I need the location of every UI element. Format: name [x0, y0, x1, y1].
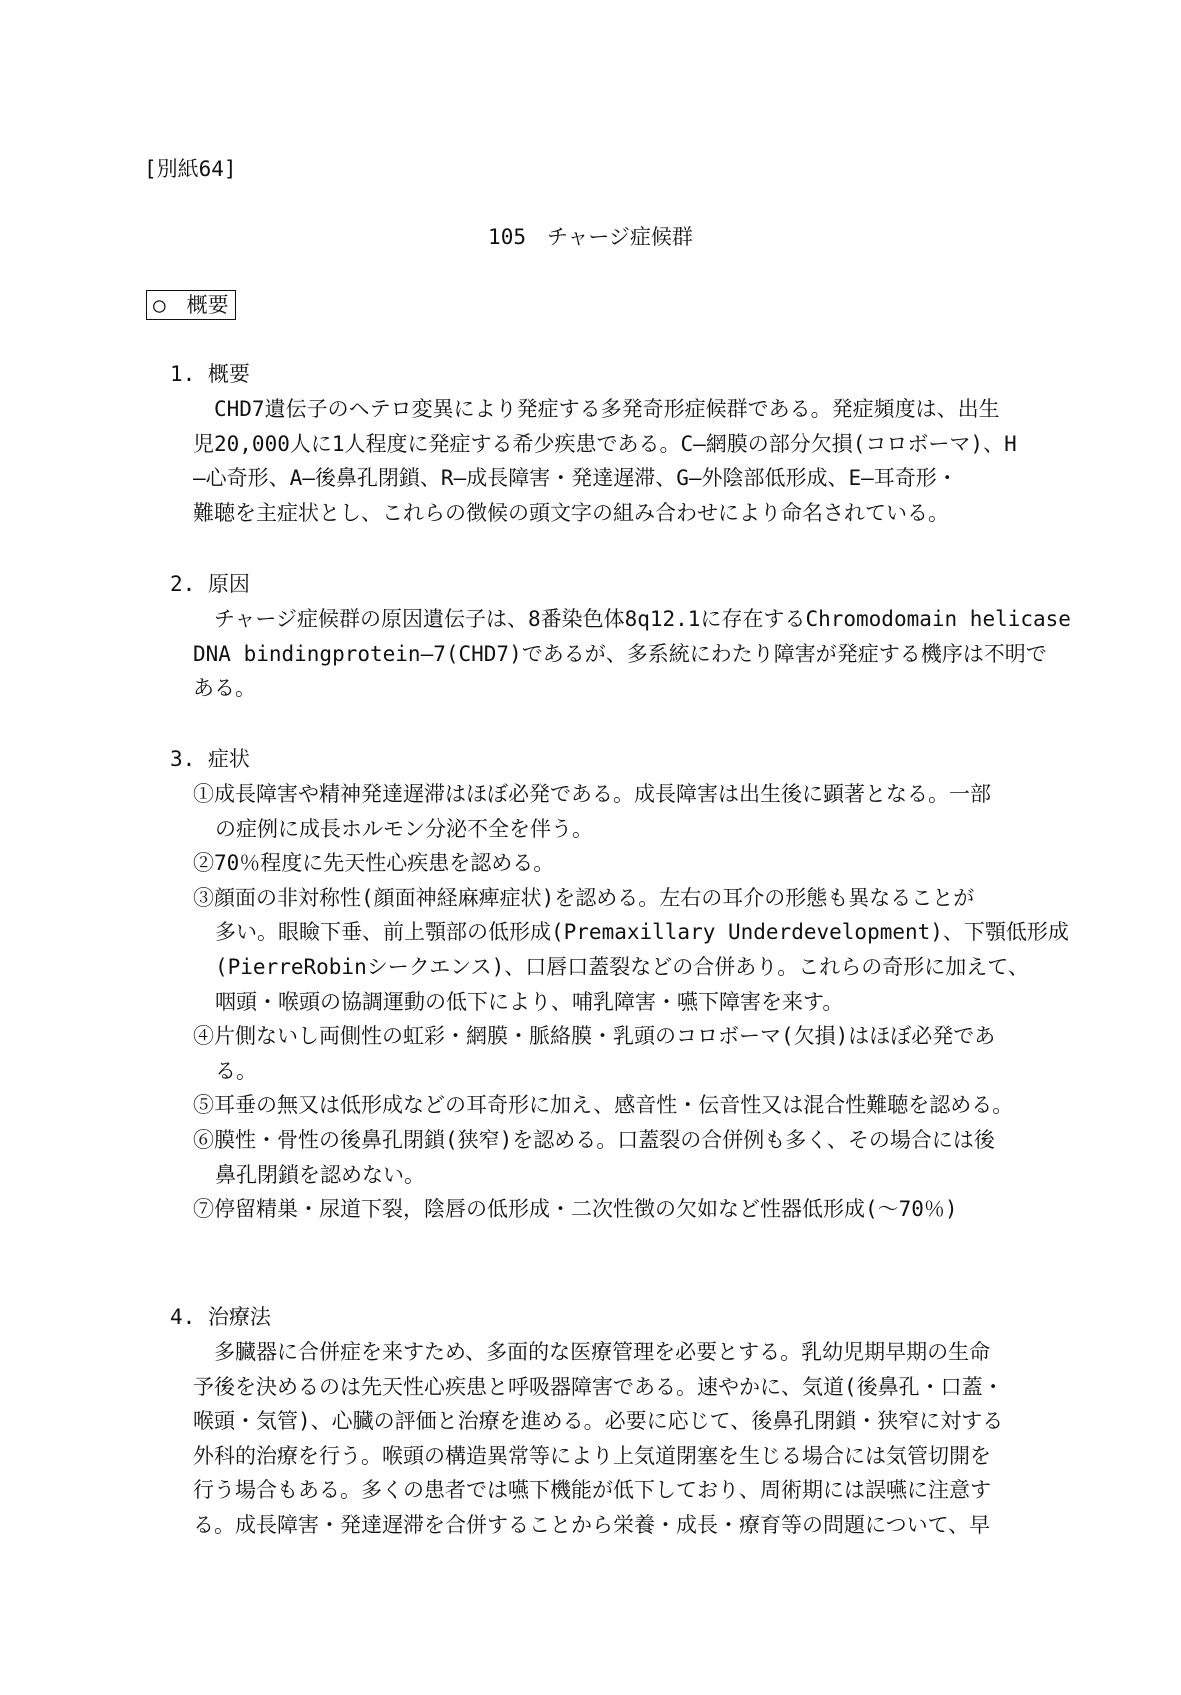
- symptom-item: ⑥膜性・骨性の後鼻孔閉鎖(狭窄)を認める。口蓋裂の合併例も多く、その場合には後: [193, 1127, 995, 1152]
- text-line: 難聴を主症状とし、これらの徴候の頭文字の組み合わせにより命名されている。: [193, 500, 949, 525]
- text-line: DNA bindingprotein—7(CHD7)であるが、多系統にわたり障害が発症する機序は不明で: [193, 641, 1047, 666]
- text-line: CHD7遺伝子のヘテロ変異により発症する多発奇形症候群である。発症頻度は、出生: [214, 397, 1000, 421]
- symptom-item: ④片側ないし両側性の虹彩・網膜・脈絡膜・乳頭のコロボーマ(欠損)はほぼ必発であ: [193, 1024, 996, 1049]
- section-body-symptoms: [193, 777, 1069, 1227]
- page-title: 105 チャージ症候群: [488, 225, 693, 249]
- symptom-item-continuation: 多い。眼瞼下垂、前上顎部の低形成(Premaxillary Underdevelopment)、下顎低形成: [215, 920, 1069, 945]
- section-heading-treatment: 4. 治療法: [170, 1305, 271, 1329]
- text-line: 予後を決めるのは先天性心疾患と呼吸器障害である。速やかに、気道(後鼻孔・口蓋・: [193, 1374, 1004, 1399]
- text-line: 児20,000人に1人程度に発症する希少疾患である。C—網膜の部分欠損(コロボーマ)、H: [193, 431, 1017, 456]
- section-heading-overview: 1. 概要: [170, 362, 250, 386]
- text-line: る。成長障害・発達遅滞を合併することから栄養・成長・療育等の問題について、早: [193, 1512, 991, 1537]
- section-body-overview: [193, 392, 1033, 530]
- symptom-item: ⑦停留精巣・尿道下裂，陰唇の低形成・二次性徴の欠如など性器低形成(～70％): [193, 1197, 958, 1222]
- section-heading-symptoms: 3. 症状: [170, 747, 250, 771]
- symptom-item: ②70％程度に先天性心疾患を認める。: [193, 851, 555, 876]
- symptom-item-continuation: る。: [215, 1058, 257, 1083]
- symptom-item-continuation: の症例に成長ホルモン分泌不全を伴う。: [215, 816, 593, 841]
- symptom-item-continuation: 咽頭・喉頭の協調運動の低下により、哺乳障害・嚥下障害を来す。: [215, 989, 844, 1014]
- symptom-item: ①成長障害や精神発達遅滞はほぼ必発である。成長障害は出生後に顕著となる。一部: [193, 782, 991, 806]
- text-line: —心奇形、A—後鼻孔閉鎖、R—成長障害・発達遅滞、G—外陰部低形成、E—耳奇形・: [193, 466, 958, 491]
- symptom-item-continuation: (PierreRobinシークエンス)、口唇口蓋裂などの合併あり。これらの奇形に加えて、: [215, 954, 1029, 979]
- text-line: 多臓器に合併症を来すため、多面的な医療管理を必要とする。乳幼児期早期の生命: [214, 1340, 991, 1364]
- text-line: 外科的治療を行う。喉頭の構造異常等により上気道閉塞を生じる場合には気管切開を: [193, 1443, 991, 1468]
- overview-boxed-heading: ○ 概要: [146, 290, 236, 320]
- section-heading-cause: 2. 原因: [170, 572, 250, 596]
- section-body-cause: [193, 602, 1071, 706]
- attachment-reference: [別紙64]: [144, 157, 237, 181]
- text-line: チャージ症候群の原因遺伝子は、8番染色体8q12.1に存在するChromodomain helicase: [214, 607, 1071, 631]
- symptom-item: ③顔面の非対称性(顔面神経麻痺症状)を認める。左右の耳介の形態も異なることが: [193, 885, 975, 910]
- symptom-item: ⑤耳垂の無又は低形成などの耳奇形に加え、感音性・伝音性又は混合性難聴を認める。: [193, 1093, 1014, 1118]
- symptom-item-continuation: 鼻孔閉鎖を認めない。: [215, 1162, 425, 1187]
- section-body-treatment: [193, 1335, 1033, 1543]
- text-line: 行う場合もある。多くの患者では嚥下機能が低下しており、周術期には誤嚥に注意す: [193, 1478, 991, 1503]
- text-line: 喉頭・気管)、心臓の評価と治療を進める。必要に応じて、後鼻孔閉鎖・狭窄に対する: [193, 1409, 1004, 1434]
- text-line: ある。: [193, 676, 256, 701]
